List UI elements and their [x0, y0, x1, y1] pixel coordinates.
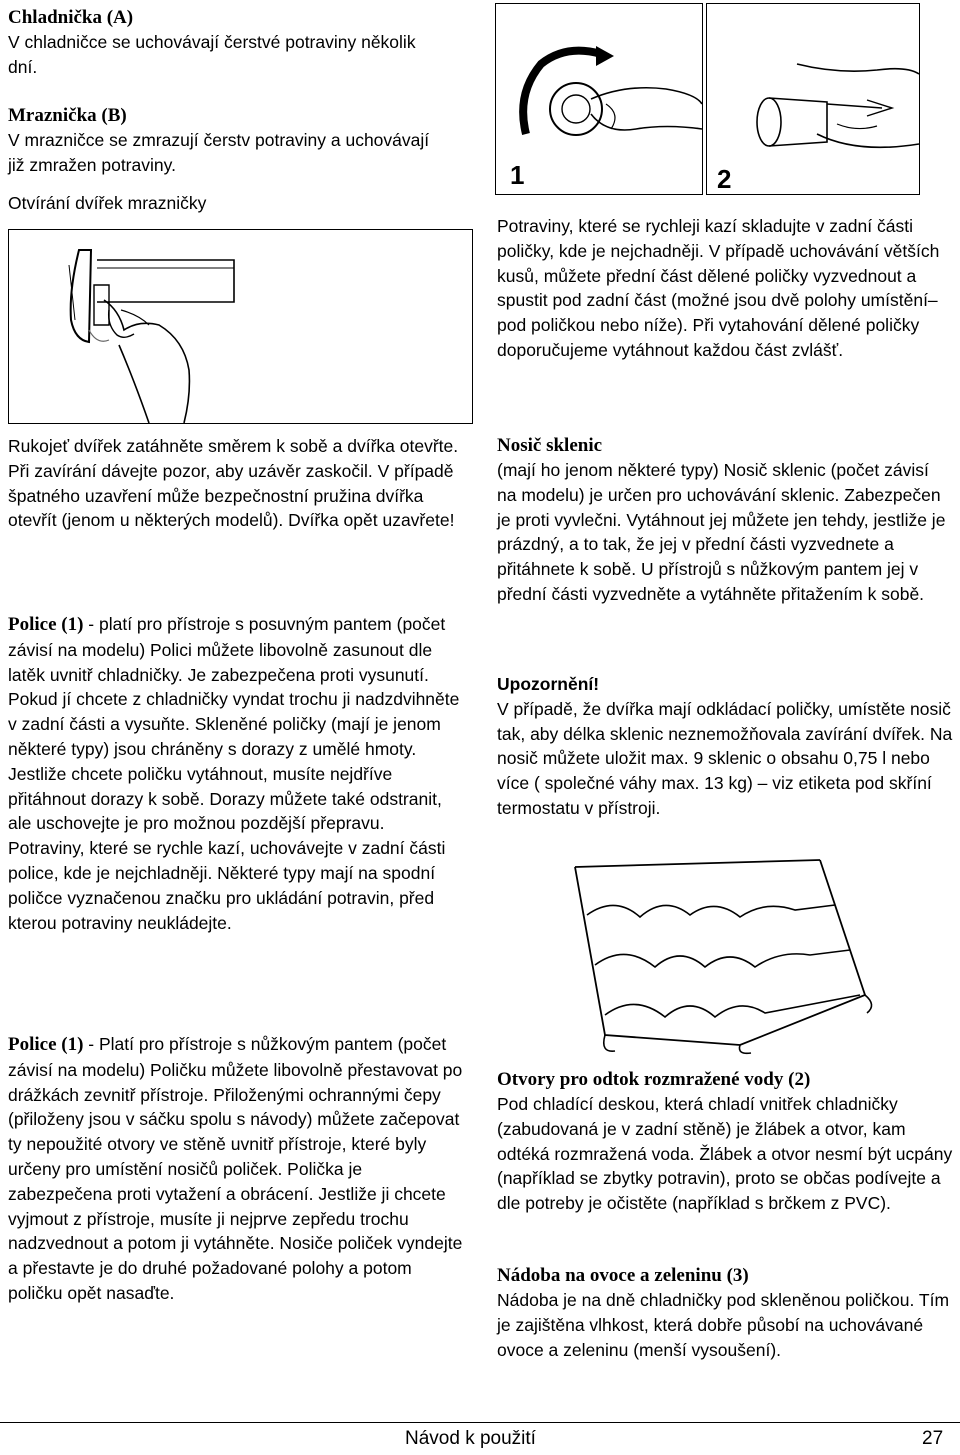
lead-police-2: Police (1)	[8, 1034, 84, 1055]
page-number: 27	[922, 1428, 944, 1449]
text-nadoba: Nádoba je na dně chladničky pod skleněnou poličkou. Tím je zajištěna vlhkost, která dobře působí na uchovávané ovoce a zeleninu (menší vysoušení).	[497, 1290, 950, 1360]
body-police-1: - platí pro přístroje s posuvným pantem (počet závisí na modelu) Polici můžete libovolně zasunout dle latěk uvnitř chladničky. Je zabezpečena proti vysunutí. Pokud jí chcete z chladničky vyndat trochu ji nadzdvihněte v zadní části a vysuňte. Skleněné poličky (mají je jenom některé typy) jsou chráněny s dorazy z umělé hmoty. Jestliže chcete poličku vytáhnout, musíte nejdříve přitáhnout dorazy k sobě. Dorazy můžete také odstranit, ale uschovejte je pro možnou pozdější přepravu. Potraviny, které se rychle kazí, uchovávejte v zadní části police, kde je nejchladněji. Některé typy mají na spodní poličce vyznačenou značku pro ukládání potravin, před kterou potraviny neukládejte.	[8, 614, 460, 933]
body-police-2: - Platí pro přístroje s nůžkovým pantem (počet závisí na modelu) Poličku můžete libovolně přestavovat po drážkách zevnitř přístroje. Přiloženými ochrannými čepy (přiloženy jsou v sáčku spolu s návody) můžete začepovat ty nepoužité otvory ve stěně uvnitř přístroje, které byly určeny pro umístění nosičů poliček. Polička je zabezpečena proti vytažení a obrácení. Jestliže ji chcete vyjmout z přístroje, musíte ji nejprve zepředu trochu nadzvednout a potom ji vytáhněte. Nosiče poliček vyndejte a přestavte je do druhé požadované polohy a potom poličku opět nasaďte.	[8, 1034, 463, 1303]
figure-label-2: 2	[717, 164, 732, 194]
section-police-2	[8, 1032, 473, 1306]
otvirani-title: Otvírání dvířek mrazničky	[8, 193, 207, 213]
knob-turn-illustration	[496, 4, 702, 194]
text-otvirani: Rukojeť dvířek zatáhněte směrem k sobě a dvířka otevřte. Při zavírání dávejte pozor, aby uzávěr zaskočil. V případě špatného uzavření může bezpečnostní pružina dvířka otevřít (jenom u některých modelů). Dvířka opět uzavřete!	[8, 436, 459, 531]
heading-nadoba: Nádoba na ovoce a zeleninu (3)	[497, 1265, 749, 1286]
bottle-rack-figure	[565, 855, 885, 1055]
heading-otvory: Otvory pro odtok rozmražené vody (2)	[497, 1069, 811, 1090]
heading-upozorneni: Upozornění!	[497, 674, 600, 694]
heading-chladnicka: Chladnička (A)	[8, 7, 134, 28]
hand-opening-door-illustration	[9, 230, 472, 423]
text-potraviny: Potraviny, které se rychleji kazí skladujte v zadní části poličky, kde je nejchadněji. V případě uchovávání větších kusů, můžete přední část dělené poličky vyzvednout a spustit pod zadní část (možné jsou dvě polohy umístění– pod poličkou nebo níže). Při vytahování dělené poličky doporučujeme vytáhnout každou část zvlášť.	[497, 216, 940, 360]
shelf-pull-illustration	[707, 4, 919, 194]
text-mraznicka: V mrazničce se zmrazují čerstv potraviny a uchovávají již zmražen potraviny.	[8, 130, 430, 175]
section-otvory	[497, 1068, 957, 1216]
freezer-door-figure	[8, 229, 473, 424]
text-police-2	[8, 1032, 468, 1306]
heading-nosic: Nosič sklenic	[497, 435, 603, 456]
footer-title: Návod k použití	[405, 1428, 536, 1449]
text-upozorneni: V případě, že dvířka mají odkládací poličky, umístěte nosič tak, aby délka sklenic neznemožňovala zavírání dvířek. Na nosič můžete uložit max. 9 sklenic o obsahu 0,75 l nebo více ( společné váhy max. 13 kg) – viz etiketa pod skříní termostatu v přístroji.	[497, 698, 953, 818]
section-upozorneni	[497, 672, 957, 821]
section-potraviny	[497, 214, 957, 363]
heading-otvirani	[8, 191, 473, 216]
heading-mraznicka: Mraznička (B)	[8, 105, 127, 126]
section-mraznicka	[8, 104, 473, 178]
section-police-1	[8, 612, 473, 935]
section-nosic	[497, 434, 957, 607]
footer-divider	[0, 1422, 960, 1423]
figure-1-knob-turn	[495, 3, 703, 195]
section-nadoba	[497, 1264, 957, 1362]
text-otvory: Pod chladící deskou, která chladí vnitřek chladničky (zabudovaná je v zadní stěně) je žlábek a otvor, kam odtéká rozmražená voda. Žlábek a otvor nesmí být ucpány (například se zbytky potravin), proto se občas podívejte a dle potreby je očistěte (například s brčkem z PVC).	[497, 1094, 953, 1214]
text-chladnicka: V chladničce se uchovávají čerstvé potraviny několik dní.	[8, 32, 416, 77]
text-police-1	[8, 612, 463, 935]
figure-label-1: 1	[510, 160, 525, 190]
figure-2-shelf-pull	[706, 3, 920, 195]
section-otvirani-text	[8, 434, 473, 533]
section-chladnicka	[8, 6, 473, 80]
bottle-rack-illustration	[565, 855, 885, 1055]
text-nosic: (mají ho jenom některé typy) Nosič sklenic (počet závisí na modelu) je určen pro uchovávání sklenic. Zabezpečen je proti vyvlečni. Vytáhnout jej můžete jen tehdy, jestliže je prázdný, a to tak, že jej v přední části vyzvednete a přitáhnete k sobě. U přístrojů s nůžkovým pantem jej v přední části vyzvedněte a vytáhněte přitažením k sobě.	[497, 460, 946, 604]
lead-police-1: Police (1)	[8, 614, 84, 635]
